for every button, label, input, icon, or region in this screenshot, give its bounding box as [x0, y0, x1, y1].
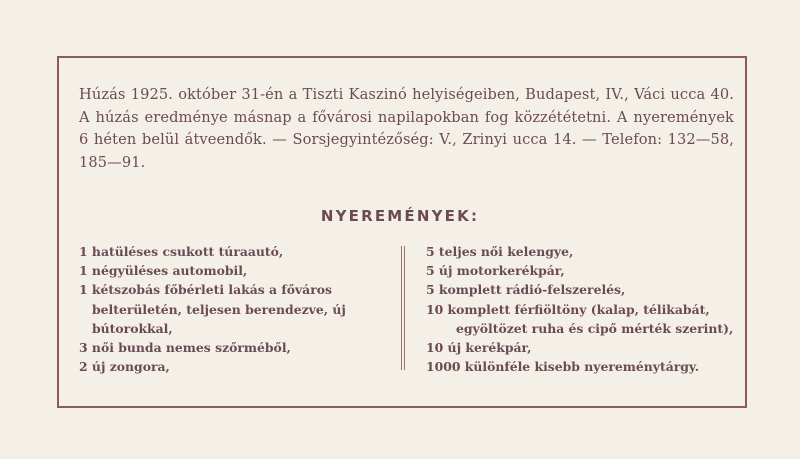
prize-item	[79, 357, 389, 376]
prize-line-continued: belterületén, teljesen berendezve, új	[92, 301, 346, 317]
prize-item	[426, 357, 746, 376]
draw-information-text: Húzás 1925. október 31-én a Tiszti Kaszinó helyiségeiben, Budapest, IV., Váci ucca 40. A húzás eredménye másnap a fővárosi napilapokban fog közzététetni. A nyeremények 6 héten belül átveendők. — Sorsjegyintézőség: V., Zrinyi ucca 14. — Telefon: 132—58, 185—91.	[79, 86, 734, 171]
column-divider-line	[401, 246, 402, 370]
prize-line: 5 új motorkerékpár,	[426, 263, 565, 279]
prizes-list-right	[426, 242, 746, 376]
prize-line: 1 kétszobás főbérleti lakás a főváros	[79, 282, 332, 298]
prize-line: 5 komplett rádió-felszerelés,	[426, 282, 626, 298]
prize-line: 3 női bunda nemes szőrméből,	[79, 340, 291, 356]
prize-item	[79, 261, 389, 280]
prize-line: 5 teljes női kelengye,	[426, 244, 574, 259]
prize-item	[426, 300, 746, 338]
prize-line: 10 komplett férfiöltöny (kalap, télikabát,	[426, 301, 710, 317]
prizes-heading: NYEREMÉNYEK:	[320, 207, 480, 225]
prize-item	[79, 242, 389, 261]
prize-line: 2 új zongora,	[79, 359, 170, 375]
prize-item	[79, 338, 389, 357]
prize-item	[426, 338, 746, 357]
prizes-list-left	[79, 242, 389, 376]
prize-line: 1000 különféle kisebb nyereménytárgy.	[426, 359, 700, 375]
prize-item	[426, 280, 746, 299]
prize-line-continued: egyöltözet ruha és cipő mérték szerint),	[456, 320, 734, 336]
prize-line-continued: bútorokkal,	[92, 320, 173, 336]
prize-line: 1 hatüléses csukott túraautó,	[79, 244, 284, 259]
prize-item	[426, 261, 746, 280]
column-divider-line	[404, 246, 405, 370]
prize-item	[79, 280, 389, 338]
prize-line: 10 új kerékpár,	[426, 340, 532, 356]
prize-item	[426, 242, 746, 261]
prize-line: 1 négyüléses automobil,	[79, 263, 248, 279]
